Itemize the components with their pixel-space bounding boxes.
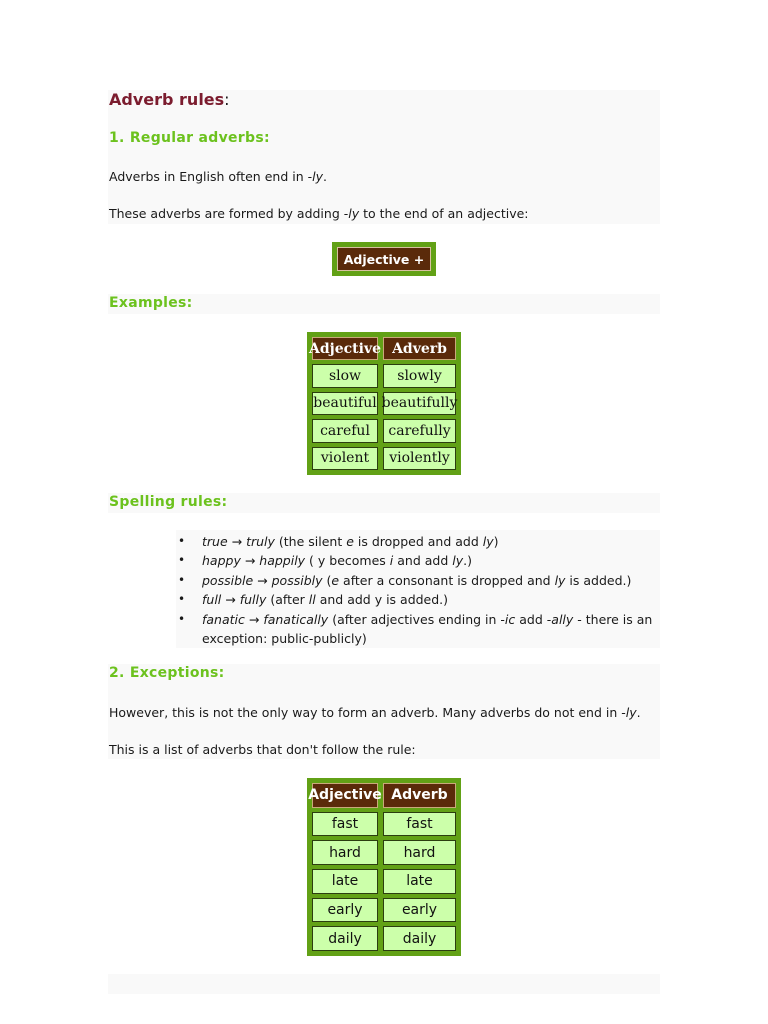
- table-header-cell: Adverb: [383, 337, 456, 360]
- spelling-rules-list: [176, 532, 662, 648]
- table-cell: early: [312, 898, 378, 923]
- table-cell: early: [383, 898, 456, 923]
- table-cell: hard: [312, 840, 378, 865]
- paragraph: These adverbs are formed by adding -ly to the end of an adjective:: [109, 206, 529, 221]
- paragraph: This is a list of adverbs that don't follow the rule:: [109, 742, 416, 757]
- section-heading-regular-adverbs: 1. Regular adverbs:: [109, 130, 270, 146]
- formula-label: Adjective + ly: [337, 247, 431, 271]
- table-cell: violent: [312, 447, 378, 470]
- table-cell: slow: [312, 364, 378, 387]
- section-band: [108, 974, 660, 994]
- table-cell: daily: [312, 926, 378, 951]
- table-cell: beautiful: [312, 392, 378, 415]
- table-cell: fast: [383, 812, 456, 837]
- page-title: Adverb rules:: [109, 90, 230, 109]
- table-cell: slowly: [383, 364, 456, 387]
- formula-box: [332, 242, 436, 291]
- list-item: • fanatic → fanatically (after adjectives ending in -ic add -ally - there is an exception: public-publicly): [176, 610, 662, 649]
- list-item: • true → truly (the silent e is dropped and add ly): [176, 532, 662, 551]
- paragraph: However, this is not the only way to form an adverb. Many adverbs do not end in -ly.: [109, 705, 641, 720]
- table-header-cell: Adjective: [312, 783, 378, 808]
- table-header-cell: Adjective: [312, 337, 378, 360]
- list-item: • full → fully (after ll and add y is added.): [176, 590, 662, 609]
- list-item: • possible → possibly (e after a consonant is dropped and ly is added.): [176, 571, 662, 590]
- table-cell: carefully: [383, 419, 456, 442]
- section-heading-spelling-rules: Spelling rules:: [109, 494, 228, 510]
- table-cell: fast: [312, 812, 378, 837]
- table-cell: violently: [383, 447, 456, 470]
- table-cell: daily: [383, 926, 456, 951]
- exceptions-table: [307, 778, 461, 956]
- list-item: • happy → happily ( y becomes i and add ly.): [176, 551, 662, 570]
- table-cell: late: [312, 869, 378, 894]
- table-cell: late: [383, 869, 456, 894]
- table-cell: careful: [312, 419, 378, 442]
- section-heading-examples: Examples:: [109, 295, 193, 311]
- table-cell: hard: [383, 840, 456, 865]
- table-cell: beautifully: [383, 392, 456, 415]
- table-header-cell: Adverb: [383, 783, 456, 808]
- section-band: [108, 90, 660, 224]
- section-heading-exceptions: 2. Exceptions:: [109, 665, 225, 681]
- paragraph: Adverbs in English often end in -ly.: [109, 169, 327, 184]
- examples-table: [307, 332, 461, 475]
